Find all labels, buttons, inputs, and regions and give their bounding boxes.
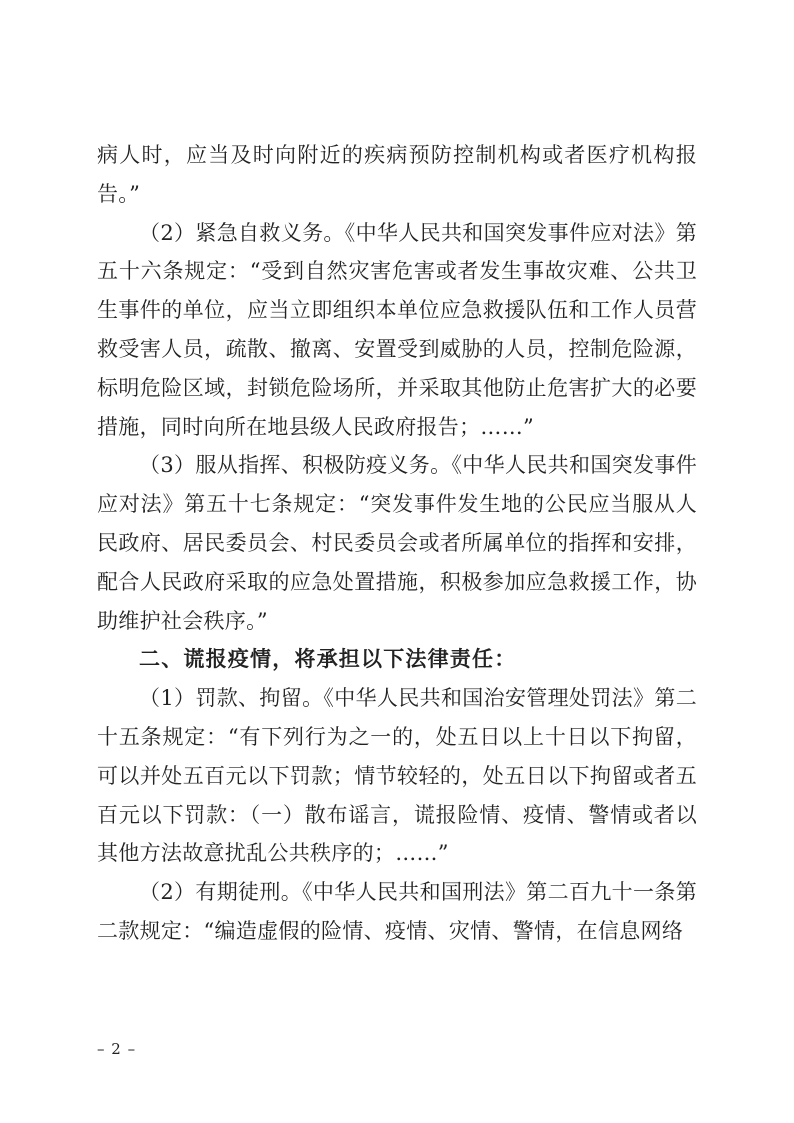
document-body	[97, 136, 697, 951]
paragraph-imprisonment: （2）有期徒刑。《中华人民共和国刑法》第二百九十一条第二款规定：“编造虚假的险情、疫情、灾情、警情，在信息网络	[97, 880, 697, 943]
paragraph-continuation: 病人时，应当及时向附近的疾病预防控制机构或者医疗机构报告。”	[97, 143, 697, 206]
paragraph-fine-detention: （1）罚款、拘留。《中华人民共和国治安管理处罚法》第二十五条规定：“有下列行为之一的，处五日以上十日以下拘留，可以并处五百元以下罚款；情节较轻的，处五日以下拘留或者五百元以下罚款：（一）散布谣言，谎报险情、疫情、警情或者以其他方法故意扰乱公共秩序的；……”	[97, 686, 697, 866]
paragraph-emergency-self-rescue: （2）紧急自救义务。《中华人民共和国突发事件应对法》第五十六条规定：“受到自然灾害危害或者发生事故灾难、公共卫生事件的单位，应当立即组织本单位应急救援队伍和工作人员营救受害人员，疏散、撤离、安置受到威胁的人员，控制危险源，标明危险区域，封锁危险场所，并采取其他防止危害扩大的必要措施，同时向所在地县级人民政府报告；……”	[97, 220, 697, 439]
page-number: – 2 –	[97, 1040, 137, 1058]
paragraph-obey-command: （3）服从指挥、积极防疫义务。《中华人民共和国突发事件应对法》第五十七条规定：“突发事件发生地的公民应当服从人民政府、居民委员会、村民委员会或者所属单位的指挥和安排，配合人民政府采取的应急处置措施，积极参加应急救援工作，协助维护社会秩序。”	[97, 453, 697, 633]
section-heading-false-report: 二、谎报疫情，将承担以下法律责任：	[139, 647, 517, 672]
